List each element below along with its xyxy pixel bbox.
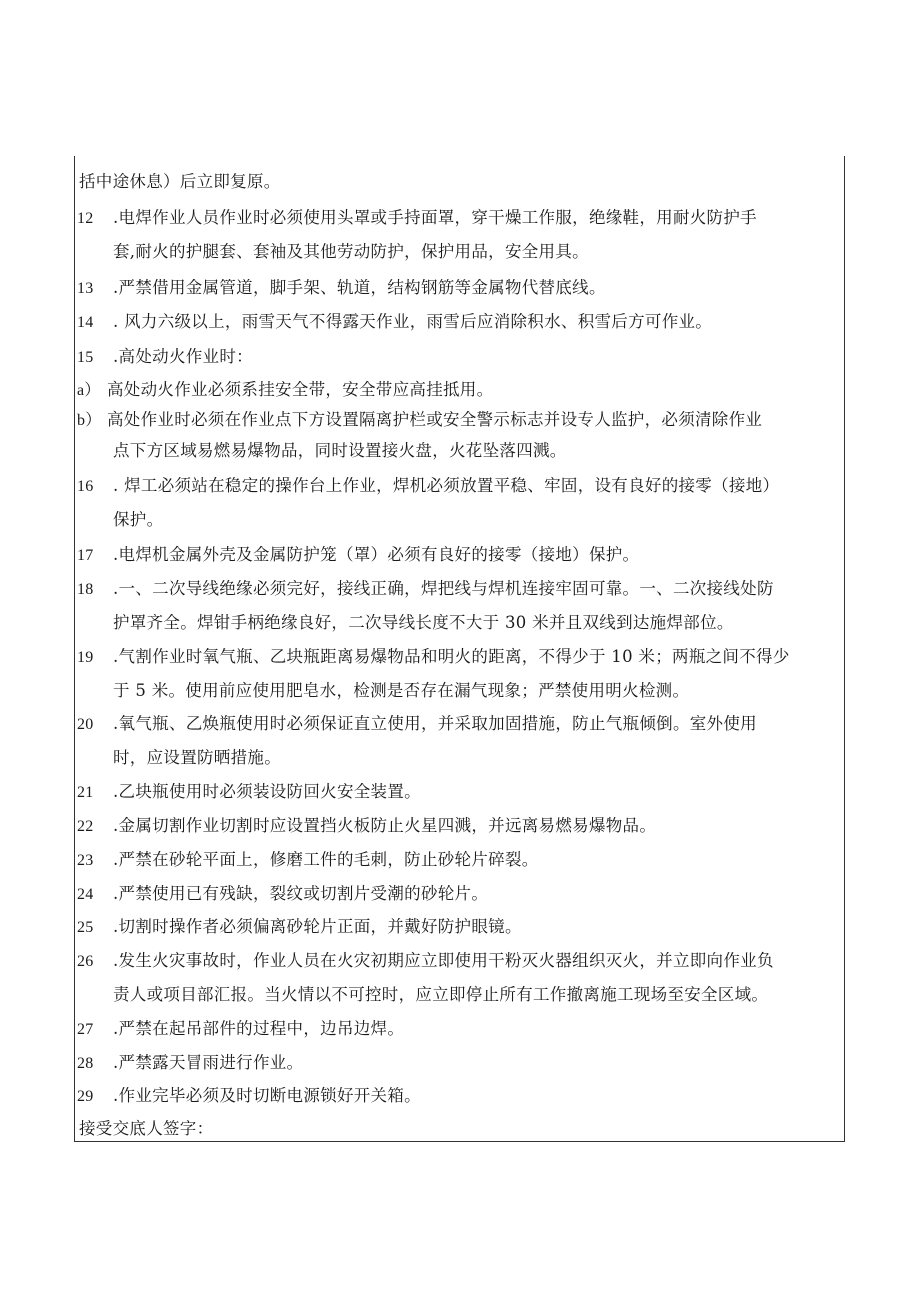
- item-number: 20: [77, 716, 94, 733]
- line-text: 括中途休息）后立即复原。: [79, 172, 281, 191]
- item-text: .严禁借用金属管道，脚手架、轨道，结构钢筋等金属物代替底线。: [113, 278, 606, 297]
- line-text: 于 5 米。使用前应使用肥皂水，检测是否存在漏气现象；严禁使用明火检测。: [113, 681, 690, 700]
- line-text: 点下方区域易燃易爆物品，同时设置接火盘，火花坠落四溅。: [113, 441, 567, 460]
- list-item-20: [75, 710, 757, 734]
- item-number: 19: [77, 649, 94, 666]
- item-text: .严禁在起吊部件的过程中，边吊边焊。: [113, 1019, 405, 1038]
- sub-item-marker: b）: [77, 412, 102, 429]
- item-number: 12: [77, 210, 94, 227]
- list-item-29: [75, 1082, 421, 1106]
- list-item-17: [75, 541, 639, 565]
- text-line-continued: [75, 238, 589, 262]
- sub-item-a: [75, 376, 493, 400]
- item-number: 18: [77, 581, 94, 598]
- list-item-12: [75, 204, 757, 228]
- list-item-28: [75, 1049, 303, 1073]
- item-text: .氧气瓶、乙焕瓶使用时必须保证直立使用，并采取加固措施，防止气瓶倾倒。室外使用: [113, 714, 757, 733]
- item-text: . 焊工必须站在稳定的操作台上作业，焊机必须放置平稳、牢固，设有良好的接零（接地）: [113, 476, 780, 495]
- text-line-continued: [75, 609, 734, 633]
- list-item-14: [75, 308, 712, 332]
- item-number: 16: [77, 478, 94, 495]
- line-text: 时，应设置防晒措施。: [113, 748, 281, 767]
- list-item-15: [75, 343, 253, 367]
- item-number: 26: [77, 953, 94, 970]
- item-text: .切割时操作者必须偏离砂轮片正面，并戴好防护眼镜。: [113, 917, 522, 936]
- text-line-continued: [75, 981, 768, 1005]
- list-item-21: [75, 778, 421, 802]
- item-number: 17: [77, 547, 94, 564]
- text-line-continued: [75, 506, 163, 530]
- list-item-24: [75, 880, 488, 904]
- item-number: 22: [77, 818, 94, 835]
- list-item-25: [75, 913, 522, 937]
- list-item-23: [75, 846, 539, 870]
- item-number: 25: [77, 919, 94, 936]
- line-text: 责人或项目部汇报。当火情以不可控时，应立即停止所有工作撤离施工现场至安全区域。: [113, 985, 769, 1004]
- item-text: .电焊作业人员作业时必须使用头罩或手持面罩，穿干燥工作服，绝缘鞋，用耐火防护手: [113, 208, 757, 227]
- list-item-16: [75, 472, 779, 496]
- list-item-26: [75, 947, 774, 971]
- item-number: 29: [77, 1088, 94, 1105]
- item-number: 28: [77, 1055, 94, 1072]
- item-number: 21: [77, 784, 94, 801]
- item-text: .高处动火作业时：: [113, 347, 253, 366]
- list-item-13: [75, 274, 606, 298]
- item-number: 27: [77, 1021, 94, 1038]
- item-text: .作业完毕必须及时切断电源锁好开关箱。: [113, 1086, 421, 1105]
- item-text: .气割作业时氧气瓶、乙块瓶距离易爆物品和明火的距离，不得少于 10 米；两瓶之间不得少: [113, 647, 790, 666]
- item-text: .乙块瓶使用时必须装设防回火安全装置。: [113, 782, 421, 801]
- sub-item-marker: a）: [77, 382, 101, 399]
- signature-label-line: [75, 1115, 213, 1139]
- item-text: 高处动火作业必须系挂安全带，安全带应高挂抵用。: [107, 380, 494, 399]
- text-line-continued: [75, 744, 281, 768]
- document-table-cell: [74, 156, 845, 1142]
- item-number: 23: [77, 852, 94, 869]
- text-line-continued: [75, 677, 689, 701]
- item-text: .电焊机金属外壳及金属防护笼（罩）必须有良好的接零（接地）保护。: [113, 545, 640, 564]
- text-line: [75, 168, 281, 192]
- item-text: .严禁露天冒雨进行作业。: [113, 1053, 304, 1072]
- list-item-27: [75, 1015, 404, 1039]
- item-text: .发生火灾事故时，作业人员在火灾初期应立即使用干粉灭火器组织灭火，并立即向作业负: [113, 951, 774, 970]
- item-number: 24: [77, 886, 94, 903]
- line-text: 护罩齐全。焊钳手柄绝缘良好，二次导线长度不大于 30 米并且双线到达施焊部位。: [113, 613, 734, 632]
- signature-label: 接受交底人签字：: [79, 1119, 214, 1138]
- item-text: . 风力六级以上，雨雪天气不得露天作业，雨雪后应消除积水、积雪后方可作业。: [113, 312, 713, 331]
- item-number: 15: [77, 349, 94, 366]
- item-text: .严禁使用已有残缺，裂纹或切割片受潮的砂轮片。: [113, 884, 489, 903]
- line-text: 套,耐火的护腿套、套袖及其他劳动防护，保护用品，安全用具。: [113, 242, 589, 261]
- item-text: 高处作业时必须在作业点下方设置隔离护栏或安全警示标志并设专人监护，必须清除作业: [107, 410, 763, 429]
- item-text: .一、二次导线绝缘必须完好，接线正确，焊把线与焊机连接牢固可靠。一、二次接线处防: [113, 579, 774, 598]
- list-item-22: [75, 812, 656, 836]
- text-line-continued: [75, 437, 567, 461]
- sub-item-b: [75, 406, 762, 430]
- list-item-18: [75, 575, 774, 599]
- item-number: 14: [77, 314, 94, 331]
- list-item-19: [75, 643, 790, 667]
- line-text: 保护。: [113, 510, 164, 529]
- item-text: .严禁在砂轮平面上，修磨工件的毛刺，防止砂轮片碎裂。: [113, 850, 539, 869]
- item-number: 13: [77, 280, 94, 297]
- item-text: .金属切割作业切割时应设置挡火板防止火星四溅，并远离易燃易爆物品。: [113, 816, 657, 835]
